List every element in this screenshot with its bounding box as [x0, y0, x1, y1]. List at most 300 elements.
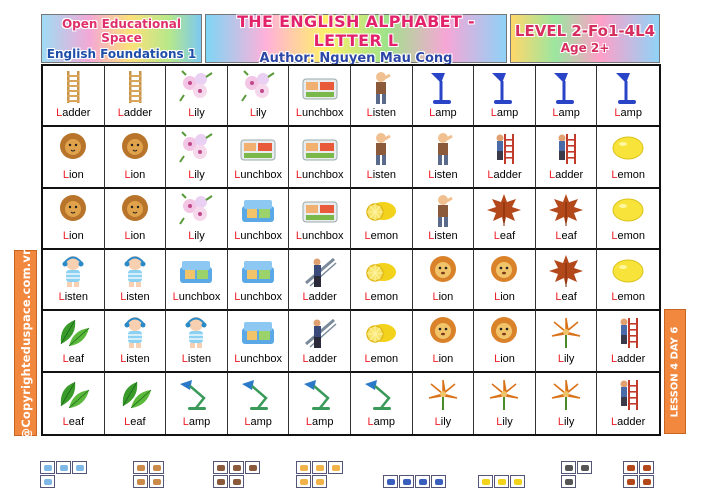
word-initial: L	[557, 415, 564, 428]
word-initial: L	[557, 352, 564, 365]
mini-flashcard	[478, 475, 493, 488]
word-label	[487, 169, 521, 181]
lily-icon	[176, 130, 216, 166]
mini-flashcard	[494, 475, 509, 488]
lion-cartoon-icon	[484, 253, 524, 289]
word-rest: isten	[434, 229, 458, 242]
lion-icon	[115, 192, 155, 228]
word-rest: eaf	[499, 229, 516, 242]
word-label	[428, 230, 457, 242]
lemon-slice-icon	[361, 314, 401, 350]
word-initial: L	[364, 291, 371, 304]
green-leaves-icon	[53, 314, 93, 350]
grid-cell	[105, 311, 167, 372]
word-initial: L	[188, 107, 195, 120]
word-rest: ion	[438, 291, 454, 304]
word-rest: isten	[372, 168, 396, 181]
word-rest: unchbox	[240, 229, 282, 242]
thumbnail-group	[133, 444, 167, 488]
word-rest: emon	[617, 168, 646, 181]
word-rest: adder	[123, 107, 153, 120]
word-label	[56, 107, 90, 119]
word-rest: adder	[308, 291, 337, 304]
word-initial: L	[366, 107, 373, 120]
word-initial: L	[117, 107, 124, 120]
mini-flashcard	[561, 461, 576, 474]
lunchbox-blue-icon	[238, 192, 278, 228]
man-on-ladder-icon	[546, 130, 586, 166]
mini-flashcard	[561, 475, 576, 488]
word-label	[296, 107, 344, 119]
word-initial: L	[120, 352, 127, 365]
lion-icon	[53, 130, 93, 166]
word-label	[296, 230, 344, 242]
grid-cell	[536, 127, 598, 188]
grid-cell	[351, 373, 413, 434]
grid-cell	[43, 250, 105, 311]
word-label	[244, 416, 272, 428]
grid-cell	[166, 127, 228, 188]
word-rest: amp	[312, 415, 334, 428]
word-label	[120, 353, 149, 365]
grid-cell	[105, 189, 167, 250]
word-initial: L	[434, 415, 441, 428]
word-label	[303, 291, 337, 303]
lion-cartoon-icon	[423, 314, 463, 350]
grid-cell	[474, 250, 536, 311]
word-rest: eaf	[561, 229, 577, 242]
word-label	[496, 416, 513, 428]
mini-flashcard	[383, 475, 398, 488]
word-rest: amp	[373, 415, 396, 428]
word-rest: adder	[555, 168, 584, 181]
word-label	[432, 291, 453, 303]
grid-cell	[228, 250, 290, 311]
mini-flashcard	[40, 461, 55, 474]
grid-cell	[413, 189, 475, 250]
word-rest: adder	[62, 107, 91, 120]
word-initial: L	[188, 229, 195, 242]
word-initial: L	[611, 229, 618, 242]
grid-cell	[597, 66, 659, 127]
baby-headphones-icon	[53, 253, 93, 289]
word-initial: L	[496, 415, 503, 428]
word-label	[59, 291, 88, 303]
desk-lamp-blue-icon	[423, 69, 463, 105]
mini-flashcard	[623, 475, 638, 488]
maple-leaf-icon	[546, 192, 586, 228]
word-label	[549, 169, 583, 181]
word-initial: L	[295, 229, 302, 242]
word-label	[611, 230, 645, 242]
word-initial: L	[429, 107, 436, 120]
word-rest: ily	[563, 352, 575, 365]
lily-icon	[238, 69, 278, 105]
lunchbox-tray-icon	[300, 130, 340, 166]
mini-flashcard	[72, 461, 87, 474]
word-initial: L	[124, 415, 131, 428]
grid-cell	[597, 127, 659, 188]
word-label	[188, 169, 205, 181]
word-rest: ily	[502, 415, 513, 428]
grid-cell	[536, 250, 598, 311]
man-on-ladder-icon	[484, 130, 524, 166]
grid-cell	[166, 66, 228, 127]
word-initial: L	[552, 107, 559, 120]
word-label	[367, 107, 396, 119]
thumbnail-group	[623, 444, 659, 488]
word-initial: L	[611, 352, 618, 365]
lemon-icon	[608, 192, 648, 228]
word-initial: L	[182, 415, 189, 428]
grid-cell	[536, 189, 598, 250]
grid-cell	[228, 311, 290, 372]
grid-cell	[413, 311, 475, 372]
ladder-icon	[53, 69, 93, 105]
grid-cell	[536, 66, 598, 127]
lily-icon	[176, 192, 216, 228]
word-rest: unchbox	[178, 291, 221, 304]
word-picture-grid	[41, 64, 661, 436]
word-initial: L	[188, 168, 195, 181]
word-rest: isten	[372, 107, 396, 120]
word-rest: ion	[69, 229, 84, 242]
grid-cell	[597, 373, 659, 434]
lemon-slice-icon	[361, 192, 401, 228]
word-initial: L	[244, 415, 251, 428]
word-label	[364, 353, 398, 365]
word-initial: L	[428, 168, 435, 181]
word-initial: L	[120, 291, 127, 304]
lily-icon	[176, 69, 216, 105]
maple-leaf-icon	[546, 253, 586, 289]
mini-flashcard	[312, 475, 327, 488]
boy-listening-icon	[361, 69, 401, 105]
grid-cell	[474, 311, 536, 372]
grid-cell	[289, 373, 351, 434]
lion-cartoon-icon	[423, 253, 463, 289]
lesson-text: LESSON 4 DAY 6	[669, 326, 681, 417]
mini-flashcard	[245, 461, 260, 474]
word-initial: L	[62, 229, 70, 242]
grid-cell	[105, 127, 167, 188]
word-label	[428, 169, 457, 181]
grid-cell	[228, 127, 290, 188]
word-rest: isten	[434, 168, 458, 181]
lunchbox-blue-icon	[176, 253, 216, 289]
word-rest: unchbox	[240, 291, 282, 304]
word-initial: L	[548, 168, 556, 181]
word-rest: eaf	[130, 415, 146, 428]
man-on-ladder-icon	[608, 376, 648, 412]
series-banner	[41, 14, 202, 63]
word-label	[120, 291, 149, 303]
word-label	[63, 230, 84, 242]
grid-cell	[351, 66, 413, 127]
word-initial: L	[611, 291, 618, 304]
desk-lamp-green-icon	[300, 376, 340, 412]
word-rest: ily	[194, 229, 205, 242]
level-banner	[510, 14, 660, 63]
word-label	[367, 169, 396, 181]
mini-flashcard	[133, 461, 148, 474]
grid-cell	[474, 66, 536, 127]
word-initial: L	[494, 291, 501, 304]
word-rest: adder	[617, 352, 646, 365]
word-label	[555, 291, 576, 303]
mini-flashcard	[510, 475, 525, 488]
page-title: THE ENGLISH ALPHABET - LETTER L	[237, 11, 475, 50]
word-label	[63, 416, 84, 428]
series-name: Open Educational Space	[61, 16, 182, 45]
word-rest: isten	[64, 291, 88, 304]
man-carrying-ladder-icon	[300, 314, 340, 350]
mini-flashcard	[312, 461, 327, 474]
word-initial: L	[181, 352, 188, 365]
word-rest: amp	[435, 107, 457, 120]
word-rest: eaf	[561, 291, 577, 304]
word-initial: L	[62, 352, 69, 365]
word-label	[63, 353, 84, 365]
lemon-icon	[608, 253, 648, 289]
grid-cell	[166, 373, 228, 434]
mini-flashcard	[415, 475, 430, 488]
mini-flashcard	[229, 461, 244, 474]
baby-headphones-icon	[176, 314, 216, 350]
lily-orange-icon	[484, 376, 524, 412]
grid-cell	[597, 311, 659, 372]
mini-flashcard	[149, 475, 164, 488]
word-rest: amp	[250, 415, 272, 428]
word-initial: L	[295, 168, 302, 181]
mini-flashcard	[213, 475, 228, 488]
word-initial: L	[172, 291, 179, 304]
word-label	[124, 416, 145, 428]
lily-orange-icon	[423, 376, 463, 412]
word-label	[182, 353, 211, 365]
grid-cell	[105, 373, 167, 434]
mini-flashcard	[229, 475, 244, 488]
desk-lamp-green-icon	[238, 376, 278, 412]
grid-cell	[166, 311, 228, 372]
word-label	[234, 169, 282, 181]
grid-cell	[43, 127, 105, 188]
author-line: Author: Nguyen Mau Cong	[259, 50, 453, 66]
word-label	[494, 291, 515, 303]
word-rest: eaf	[68, 415, 84, 428]
word-label	[611, 353, 645, 365]
mini-flashcard	[577, 461, 592, 474]
mini-flashcard	[296, 461, 311, 474]
word-rest: ily	[255, 107, 267, 120]
grid-cell	[597, 189, 659, 250]
thumbnail-group	[213, 444, 265, 488]
word-initial: L	[364, 229, 371, 242]
grid-cell	[43, 373, 105, 434]
word-rest: emon	[617, 291, 646, 304]
green-leaves-icon	[53, 376, 93, 412]
word-label	[183, 416, 211, 428]
desk-lamp-blue-icon	[484, 69, 524, 105]
word-rest: amp	[558, 107, 580, 120]
boy-listening-icon	[423, 192, 463, 228]
word-rest: eaf	[68, 352, 84, 365]
lesson-sidebar	[664, 309, 686, 434]
word-initial: L	[487, 168, 494, 181]
word-initial: L	[62, 168, 70, 181]
mini-flashcard	[149, 461, 164, 474]
mini-flashcard	[328, 461, 343, 474]
grid-cell	[43, 189, 105, 250]
lemon-slice-icon	[361, 253, 401, 289]
word-label	[234, 353, 282, 365]
desk-lamp-blue-icon	[546, 69, 586, 105]
grid-cell	[289, 250, 351, 311]
word-rest: unchbox	[240, 168, 282, 181]
word-initial: L	[490, 107, 497, 120]
word-rest: unchbox	[301, 168, 344, 181]
grid-cell	[413, 373, 475, 434]
word-label	[63, 169, 84, 181]
mini-flashcard	[133, 475, 148, 488]
word-label	[118, 107, 152, 119]
word-label	[558, 416, 575, 428]
word-rest: emon	[370, 352, 399, 365]
grid-cell	[166, 250, 228, 311]
word-initial: L	[611, 168, 618, 181]
mini-flashcard	[296, 475, 311, 488]
grid-cell	[43, 66, 105, 127]
mini-flashcard	[623, 461, 638, 474]
grid-cell	[289, 66, 351, 127]
word-rest: isten	[187, 352, 212, 365]
word-rest: adder	[617, 415, 646, 428]
grid-cell	[474, 127, 536, 188]
grid-cell	[166, 189, 228, 250]
word-label	[306, 416, 334, 428]
word-initial: L	[58, 291, 65, 304]
word-initial: L	[614, 107, 621, 120]
word-initial: L	[428, 229, 435, 242]
thumbnail-group	[296, 444, 348, 488]
word-rest: ion	[130, 229, 146, 242]
word-label	[124, 230, 145, 242]
word-label	[555, 230, 576, 242]
word-label	[364, 230, 398, 242]
word-label	[491, 107, 519, 119]
word-initial: L	[494, 352, 501, 365]
grid-cell	[413, 66, 475, 127]
man-on-ladder-icon	[608, 314, 648, 350]
word-label	[494, 353, 515, 365]
lunchbox-blue-icon	[238, 253, 278, 289]
word-initial: L	[305, 415, 313, 428]
grid-cell	[289, 311, 351, 372]
lemon-icon	[608, 130, 648, 166]
word-rest: ion	[500, 352, 515, 365]
lion-icon	[115, 130, 155, 166]
desk-lamp-green-icon	[176, 376, 216, 412]
boy-listening-icon	[423, 130, 463, 166]
word-label	[558, 353, 575, 365]
word-rest: ily	[563, 415, 575, 428]
desk-lamp-green-icon	[361, 376, 401, 412]
word-initial: L	[62, 415, 69, 428]
word-initial: L	[302, 352, 309, 365]
grid-cell	[474, 189, 536, 250]
word-label	[303, 353, 337, 365]
mini-flashcard	[639, 461, 654, 474]
word-rest: unchbox	[240, 352, 282, 365]
word-initial: L	[249, 107, 256, 120]
boy-listening-icon	[361, 130, 401, 166]
word-rest: adder	[493, 168, 522, 181]
word-label	[368, 416, 396, 428]
word-rest: emon	[370, 229, 399, 242]
word-initial: L	[124, 229, 131, 242]
baby-headphones-icon	[115, 253, 155, 289]
word-rest: ion	[130, 168, 146, 181]
word-initial: L	[124, 168, 131, 181]
thumbnail-strip	[0, 440, 702, 496]
grid-cell	[289, 127, 351, 188]
word-label	[611, 169, 645, 181]
thumbnail-group	[561, 444, 597, 488]
level-code: LEVEL 2-Fo1-4L4	[514, 22, 656, 40]
word-label	[611, 291, 645, 303]
grid-cell	[413, 127, 475, 188]
word-label	[234, 291, 282, 303]
grid-cell	[43, 311, 105, 372]
grid-cell	[536, 373, 598, 434]
grid-cell	[597, 250, 659, 311]
word-initial: L	[493, 229, 500, 242]
mini-flashcard	[56, 461, 71, 474]
desk-lamp-blue-icon	[608, 69, 648, 105]
mini-flashcard	[639, 475, 654, 488]
lion-cartoon-icon	[484, 314, 524, 350]
lily-orange-icon	[546, 376, 586, 412]
green-leaves-icon	[115, 376, 155, 412]
word-rest: amp	[496, 107, 519, 120]
grid-cell	[228, 189, 290, 250]
mini-flashcard	[40, 475, 55, 488]
grid-cell	[351, 189, 413, 250]
copyright-sidebar	[14, 246, 37, 440]
word-rest: amp	[188, 415, 211, 428]
word-label	[432, 353, 453, 365]
word-rest: ily	[194, 168, 205, 181]
mini-flashcard	[431, 475, 446, 488]
word-rest: unchbox	[301, 229, 344, 242]
grid-cell	[413, 250, 475, 311]
word-rest: ion	[69, 168, 84, 181]
lion-icon	[53, 192, 93, 228]
baby-headphones-icon	[115, 314, 155, 350]
word-initial: L	[234, 229, 241, 242]
thumbnail-group	[383, 444, 453, 488]
word-initial: L	[555, 229, 562, 242]
man-carrying-ladder-icon	[300, 253, 340, 289]
word-label	[250, 107, 267, 119]
word-rest: ion	[438, 352, 454, 365]
word-rest: isten	[126, 291, 150, 304]
word-initial: L	[367, 415, 374, 428]
word-rest: emon	[617, 229, 646, 242]
word-label	[611, 416, 645, 428]
word-rest: adder	[308, 352, 337, 365]
grid-cell	[105, 66, 167, 127]
